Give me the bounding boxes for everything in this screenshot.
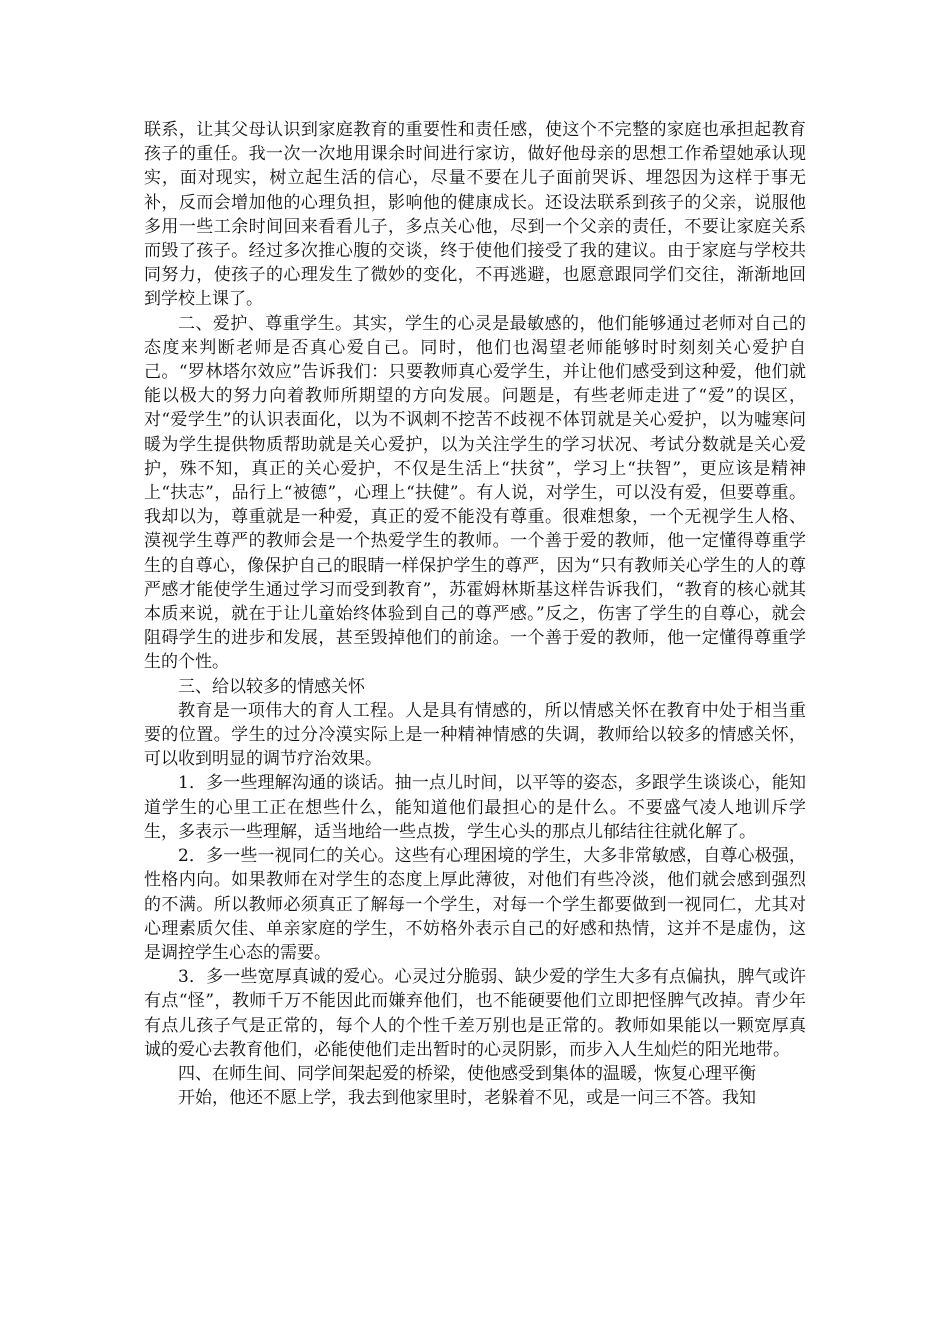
paragraph-item-2-equal-care: 2．多一些一视同仁的关心。这些有心理困境的学生，大多非常敏感，自尊心极强，性格内向。如果教师在对学生的态度上厚此薄彼，对他们有些冷淡，他们就会感到强烈的不满。所以教师必须真正了解每一个学生，对每一个学生都要做到一视同仁，尤其对心理素质欠佳、单亲家庭的学生，不妨格外表示自己的好感和热情，这并不是虚伪，这是调控学生心态的需要。 [144,846,806,963]
paragraph-section-two-respect: 二、爱护、尊重学生。其实，学生的心灵是最敏感的，他们能够通过老师对自己的态度来判断老师是否真心爱自己。同时，他们也渴望老师能够时时刻刻关心爱护自己。“罗林塔尔效应”告诉我们：只要教师真心爱学生，并让他们感受到这种爱，他们就能以极大的努力向着教师所期望的方向发展。问题是，有些老师走进了“爱”的误区，对“爱学生”的认识表面化，以为不讽刺不挖苦不歧视不体罚就是关心爱护，以为嘘寒问暖为学生提供物质帮助就是关心爱护，以为关注学生的学习状况、考试分数就是关心爱护，殊不知，真正的关心爱护，不仅是生活上“扶贫”，学习上“扶智”，更应该是精神上“扶志”，品行上“被德”，心理上“扶健”。有人说，对学生，可以没有爱，但要尊重。我却以为，尊重就是一种爱，真正的爱不能没有尊重。很难想象，一个无视学生人格、漠视学生尊严的教师会是一个热爱学生的教师。一个善于爱的教师，他一定懂得尊重学生的自尊心，像保护自己的眼睛一样保护学生的尊严，因为“只有教师关心学生的人的尊严感才能使学生通过学习而受到教育”，苏霍姆林斯基这样告诉我们，“教育的核心就其本质来说，就在于让儿童始终体验到自己的尊严感。”反之，伤害了学生的自尊心，就会阻碍学生的进步和发展，甚至毁掉他们的前途。一个善于爱的教师，他一定懂得尊重学生的个性。 [144,313,806,673]
paragraph-item-1-communication: 1．多一些理解沟通的谈话。抽一点儿时间，以平等的姿态，多跟学生谈谈心，能知道学生的心里工正在想些什么，能知道他们最担心的是什么。不要盛气凌人地训斥学生，多表示一些理解，适当地给一些点拨，学生心头的那点儿郁结往往就化解了。 [144,773,806,842]
paragraph-section-four-start: 开始，他还不愿上学，我去到他家里时，老躲着不见，或是一问三不答。我知 [178,1088,756,1109]
paragraph-section-three-intro: 教育是一项伟大的育人工程。人是具有情感的，所以情感关怀在教育中处于相当重要的位置。学生的过分冷漠实际上是一种精神情感的失调，教师给以较多的情感关怀，可以收到明显的调节疗治效果。 [144,700,806,770]
heading-section-four: 四、在师生间、同学间架起爱的桥梁，使他感受到集体的温暖，恢复心理平衡 [178,1063,756,1084]
paragraph-family-contact: 联系，让其父母认识到家庭教育的重要性和责任感，使这个不完整的家庭也承担起教育孩子的重任。我一次一次地用课余时间进行家访，做好他母亲的思想工作希望她承认现实，面对现实，树立起生活的信心，尽量不要在儿子面前哭诉、埋怨因为这样于事无补，反而会增加他的心理负担，影响他的健康成长。还设法联系到孩子的父亲，说服他多用一些工余时间回来看看儿子，多点关心他，尽到一个父亲的责任，不要让家庭关系而毁了孩子。经过多次推心腹的交谈，终于使他们接受了我的建议。由于家庭与学校共同努力，使孩子的心理发生了微妙的变化，不再逃避，也愿意跟同学们交往，渐渐地回到学校上课了。 [144,120,806,310]
document-page [144,118,806,1110]
paragraph-item-3-kindness: 3．多一些宽厚真诚的爱心。心灵过分脆弱、缺少爱的学生大多有点偏执，脾气或许有点“怪”，教师千万不能因此而嫌弃他们，也不能硬要他们立即把怪脾气改掉。青少年有点儿孩子气是正常的，每个人的个性千差万别也是正常的。教师如果能以一颗宽厚真诚的爱心去教育他们，必能使他们走出暂时的心灵阴影，而步入人生灿烂的阳光地带。 [144,967,806,1060]
heading-section-three: 三、给以较多的情感关怀 [178,676,365,697]
